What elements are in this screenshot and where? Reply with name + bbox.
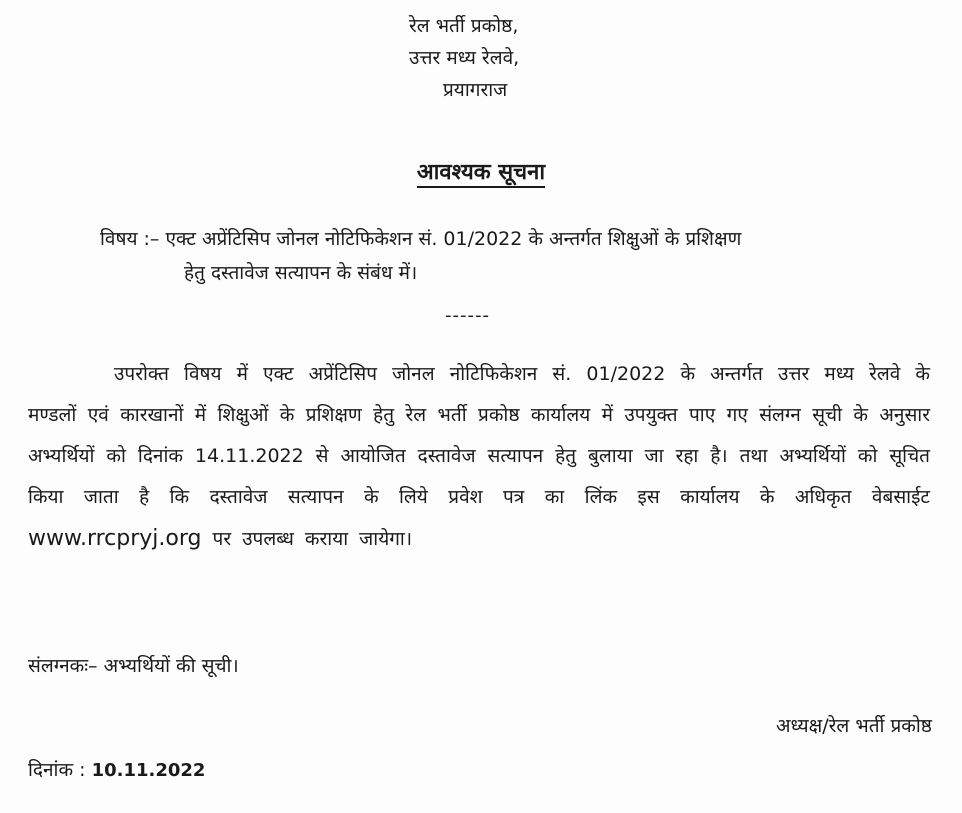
body-paragraph xyxy=(28,354,930,560)
date-value: 10.11.2022 xyxy=(91,760,206,781)
subject-line-2: हेतु दस्तावेज सत्यापन के संबंध में। xyxy=(184,262,418,284)
signatory: अध्यक्ष/रेल भर्ती प्रकोष्ठ xyxy=(775,715,932,737)
subject-line-1: विषय :– एक्ट अप्रेंटिसिप जोनल नोटिफिकेशन सं. 01/2022 के अन्तर्गत शिक्षुओं के प्रशिक्षण xyxy=(100,228,742,250)
office-address xyxy=(409,10,629,106)
date-label: दिनांक : xyxy=(28,759,92,781)
enclosure-note: संलग्नकः– अभ्यर्थियों की सूची। xyxy=(28,655,239,677)
date-line xyxy=(28,756,205,782)
notice-title-text: आवश्यक सूचना xyxy=(417,160,545,188)
address-line-railway: उत्तर मध्य रेलवे, xyxy=(409,47,520,69)
body-text-before-url: उपरोक्त विषय में एक्ट अप्रेंटिसिप जोनल नोटिफिकेशन सं. 01/2022 के अन्तर्गत उत्तर मध्य रेलवे के मण्डलों एवं कारखानों में शिक्षुओं के प्रशिक्षण हेतु रेल भर्ती प्रकोष्ठ कार्यालय में उपयुक्त पाए गए संलग्न सूची के अनुसार अभ्यर्थियों को दिनांक 14.11.2022 से आयोजित दस्तावेज सत्यापन हेतु बुलाया जा रहा है। तथा अभ्यर्थियों को सूचित किया जाता है कि दस्तावेज सत्यापन के लिये प्रवेश पत्र का लिंक इस कार्यालय के अधिकृत वेबसाईट xyxy=(28,363,930,508)
subject-block xyxy=(100,222,920,290)
separator: ------ xyxy=(445,305,490,326)
website-link[interactable]: www.rrcpryj.org xyxy=(28,526,202,551)
address-line-city: प्रयागराज xyxy=(443,79,508,101)
address-line-office: रेल भर्ती प्रकोष्ठ, xyxy=(409,15,519,37)
notice-title xyxy=(0,156,962,186)
body-text-after-url: पर उपलब्ध कराया जायेगा। xyxy=(201,528,413,550)
